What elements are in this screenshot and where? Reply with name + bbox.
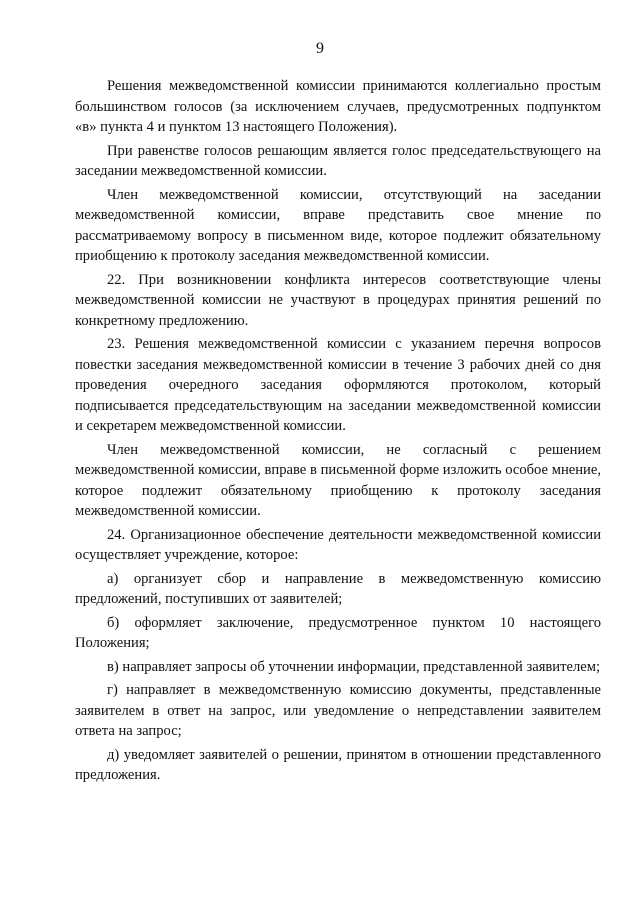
list-item-g: г) направляет в межведомственную комиссию документы, представленные заявителем в ответ на запрос, или уведомление о непредставлении заявителем ответа на запрос; xyxy=(75,682,601,739)
list-item-v: в) направляет запросы об уточнении информации, представленной заявителем; xyxy=(107,658,601,675)
paragraph-decisions-majority: Решения межведомственной комиссии принимаются коллегиально простым большинством голосов (за исключением случаев, предусмотренных подпунктом «в» пункта 4 и пунктом 13 настоящего Положения). xyxy=(75,78,601,135)
paragraph-24-support: 24. Организационное обеспечение деятельности межведомственной комиссии осуществляет учреждение, которое: xyxy=(75,526,601,563)
document-body xyxy=(75,73,601,787)
paragraph-tie-vote: При равенстве голосов решающим является голос председательствующего на заседании межведомственной комиссии. xyxy=(75,142,601,179)
list-item-d: д) уведомляет заявителей о решении, принятом в отношении представленного предложения. xyxy=(75,746,601,783)
paragraph-23-protocol: 23. Решения межведомственной комиссии с указанием перечня вопросов повестки заседания межведомственной комиссии в течение 3 рабочих дней со дня проведения очередного заседания оформляются протоколом, который подписывается председательствующим на заседании межведомственной комиссии и секретарем межведомственной комиссии. xyxy=(75,336,601,434)
paragraph-absent-member: Член межведомственной комиссии, отсутствующий на заседании межведомственной комиссии, вправе представить свое мнение по рассматриваемому вопросу в письменном виде, которое подлежит обязательному приобщению к протоколу заседания межведомственной комиссии. xyxy=(75,186,601,264)
page-number: 9 xyxy=(316,40,324,57)
list-item-a: а) организует сбор и направление в межведомственную комиссию предложений, поступивших от заявителей; xyxy=(75,570,601,607)
list-item-b: б) оформляет заключение, предусмотренное пунктом 10 настоящего Положения; xyxy=(75,614,601,651)
paragraph-22-conflict: 22. При возникновении конфликта интересов соответствующие члены межведомственной комиссии не участвуют в процедурах принятия решений по конкретному предложению. xyxy=(75,271,601,329)
paragraph-special-opinion: Член межведомственной комиссии, не согласный с решением межведомственной комиссии, вправе в письменной форме изложить особое мнение, которое подлежит обязательному приобщению к протоколу заседания межведомственной комиссии. xyxy=(75,441,601,519)
